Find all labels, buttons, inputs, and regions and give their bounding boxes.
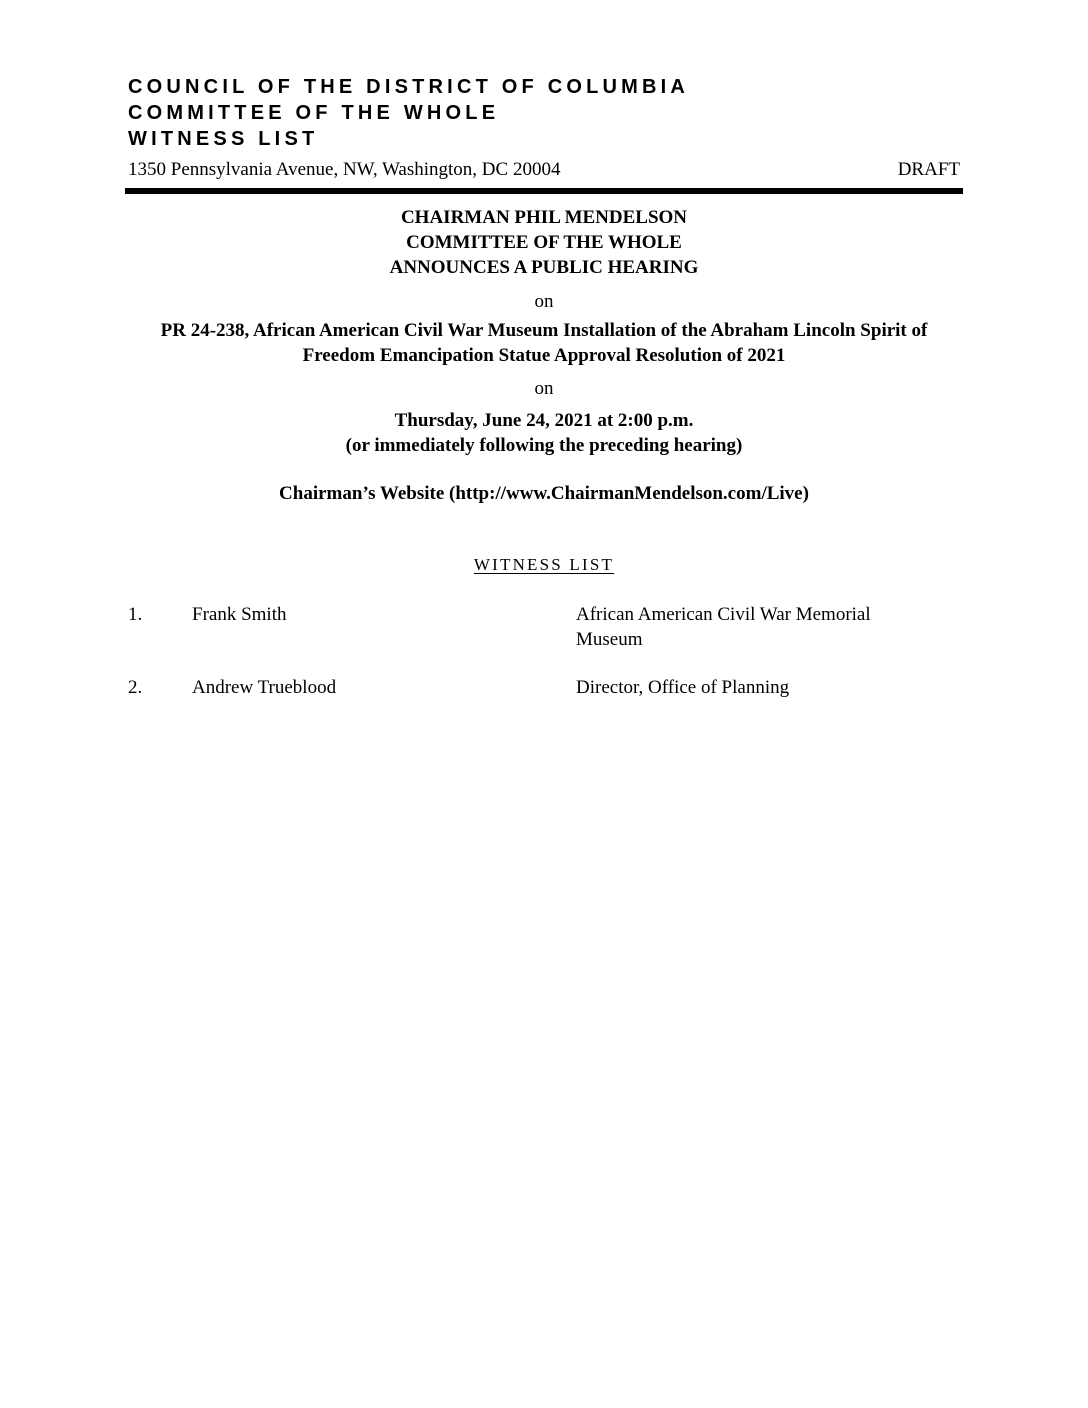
draft-status: DRAFT: [897, 159, 960, 180]
witness-organization: [576, 602, 936, 652]
website-link[interactable]: Chairman’s Website (http://www.ChairmanMendelson.com/Live): [279, 483, 809, 504]
resolution-line: PR 24-238, African American Civil War Museum Installation of the Abraham Lincoln Spirit of: [160, 320, 928, 341]
announcement-committee: COMMITTEE OF THE WHOLE: [406, 232, 682, 253]
hearing-date: Thursday, June 24, 2021 at 2:00 p.m.: [394, 410, 694, 431]
hearing-note: (or immediately following the preceding hearing): [345, 435, 743, 456]
witness-organization-line: African American Civil War Memorial: [576, 604, 871, 625]
header-rule: [125, 188, 963, 194]
witness-organization-line: Museum: [576, 629, 643, 650]
letterhead-doc-type: WITNESS LIST: [128, 128, 319, 150]
announcement-chairman: CHAIRMAN PHIL MENDELSON: [400, 207, 688, 228]
witness-name: Frank Smith: [192, 604, 287, 625]
witness-name: Andrew Trueblood: [192, 677, 337, 698]
announcement-hearing: ANNOUNCES A PUBLIC HEARING: [389, 257, 699, 278]
witness-organization: [576, 675, 936, 700]
connector-on: on: [534, 378, 554, 399]
address: 1350 Pennsylvania Avenue, NW, Washington, DC 20004: [128, 159, 561, 180]
connector-on: on: [534, 291, 554, 312]
letterhead: [128, 74, 962, 152]
letterhead-council: COUNCIL OF THE DISTRICT OF COLUMBIA: [128, 76, 690, 98]
witness-number: 2.: [128, 677, 143, 698]
address-row: [128, 158, 962, 182]
announcement: [110, 205, 978, 280]
witness-list-heading-text: WITNESS LIST: [473, 555, 615, 574]
hearing-datetime: [110, 408, 978, 458]
witness-organization-line: Director, Office of Planning: [576, 677, 790, 698]
letterhead-committee: COMMITTEE OF THE WHOLE: [128, 102, 500, 124]
resolution-line: Freedom Emancipation Statue Approval Resolution of 2021: [302, 345, 786, 366]
witness-number: 1.: [128, 604, 143, 625]
witness-list-heading: [110, 553, 978, 577]
resolution-title: [110, 318, 978, 368]
